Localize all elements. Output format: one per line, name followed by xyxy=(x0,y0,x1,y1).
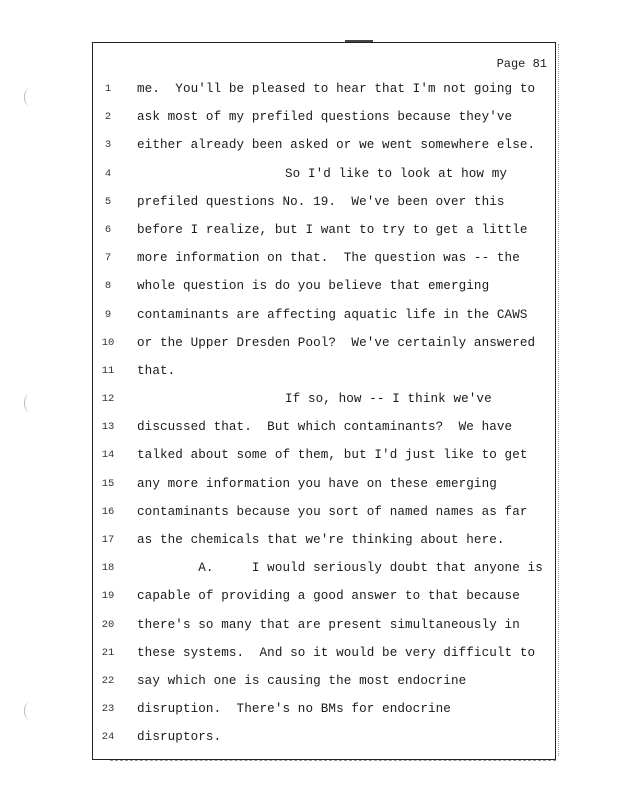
transcript-line: either already been asked or we went somewhere else. xyxy=(137,138,536,153)
transcript-line: contaminants are affecting aquatic life in the CAWS xyxy=(137,307,528,322)
transcript-line: disruptors. xyxy=(137,730,222,745)
page-number: Page 81 xyxy=(496,57,547,71)
transcript-line: any more information you have on these emerging xyxy=(137,476,497,491)
bottom-scan-strip xyxy=(110,760,556,767)
transcript-line: or the Upper Dresden Pool? We've certainly answered xyxy=(137,335,536,350)
transcript-line: discussed that. But which contaminants? We have xyxy=(137,420,513,435)
line-number: 9 xyxy=(104,308,112,321)
line-number: 17 xyxy=(101,534,115,546)
transcript-line: A. I would seriously doubt that anyone is xyxy=(137,561,543,576)
line-number: 13 xyxy=(101,421,115,434)
transcript-line: that. xyxy=(137,363,176,378)
line-number: 21 xyxy=(101,646,115,659)
line-number: 11 xyxy=(101,364,115,377)
line-number: 10 xyxy=(101,336,115,349)
transcript-line: whole question is do you believe that emerging xyxy=(137,279,490,294)
transcript-line: there's so many that are present simultaneously in xyxy=(137,617,520,632)
line-number: 4 xyxy=(104,167,112,180)
line-number: 1 xyxy=(104,83,112,95)
transcript-line: more information on that. The question was -- the xyxy=(137,251,520,266)
line-number: 20 xyxy=(101,618,115,631)
transcript-line: these systems. And so it would be very difficult to xyxy=(137,645,536,660)
line-number: 2 xyxy=(104,111,112,124)
line-number: 22 xyxy=(101,674,115,687)
line-number: 19 xyxy=(101,590,115,603)
transcript-line: say which one is causing the most endocrine xyxy=(137,673,467,688)
line-number: 16 xyxy=(101,505,115,518)
transcript-line: contaminants because you sort of named names as far xyxy=(137,504,528,519)
punch-hole-mark xyxy=(24,88,35,106)
line-number: 14 xyxy=(101,449,115,462)
transcript-line: as the chemicals that we're thinking about here. xyxy=(137,533,505,547)
line-number: 8 xyxy=(104,280,112,293)
transcript-line: before I realize, but I want to try to get a little xyxy=(137,222,528,237)
line-number: 18 xyxy=(101,562,115,575)
transcript-page xyxy=(92,42,556,760)
line-number: 3 xyxy=(104,139,112,152)
punch-hole-mark xyxy=(24,394,35,412)
line-number: 6 xyxy=(104,223,112,236)
line-number: 23 xyxy=(101,703,115,716)
transcript-line: If so, how -- I think we've xyxy=(285,392,492,407)
transcript-line: prefiled questions No. 19. We've been over this xyxy=(137,194,505,209)
line-number-column xyxy=(93,75,123,752)
transcript-text xyxy=(137,75,549,752)
line-number: 5 xyxy=(104,195,112,208)
line-number: 24 xyxy=(101,731,115,744)
top-scan-mark xyxy=(345,40,373,42)
line-number: 15 xyxy=(101,477,115,490)
transcript-line: me. You'll be pleased to hear that I'm not going to xyxy=(137,82,536,96)
transcript-line: disruption. There's no BMs for endocrine xyxy=(137,702,451,717)
punch-hole-mark xyxy=(24,702,35,720)
line-number: 12 xyxy=(101,393,115,406)
line-number: 7 xyxy=(104,252,112,265)
transcript-line: talked about some of them, but I'd just like to get xyxy=(137,448,528,463)
transcript-line: ask most of my prefiled questions because they've xyxy=(137,110,513,125)
right-margin-dots xyxy=(558,44,562,756)
transcript-line: So I'd like to look at how my xyxy=(285,166,508,181)
transcript-line: capable of providing a good answer to that because xyxy=(137,589,520,604)
